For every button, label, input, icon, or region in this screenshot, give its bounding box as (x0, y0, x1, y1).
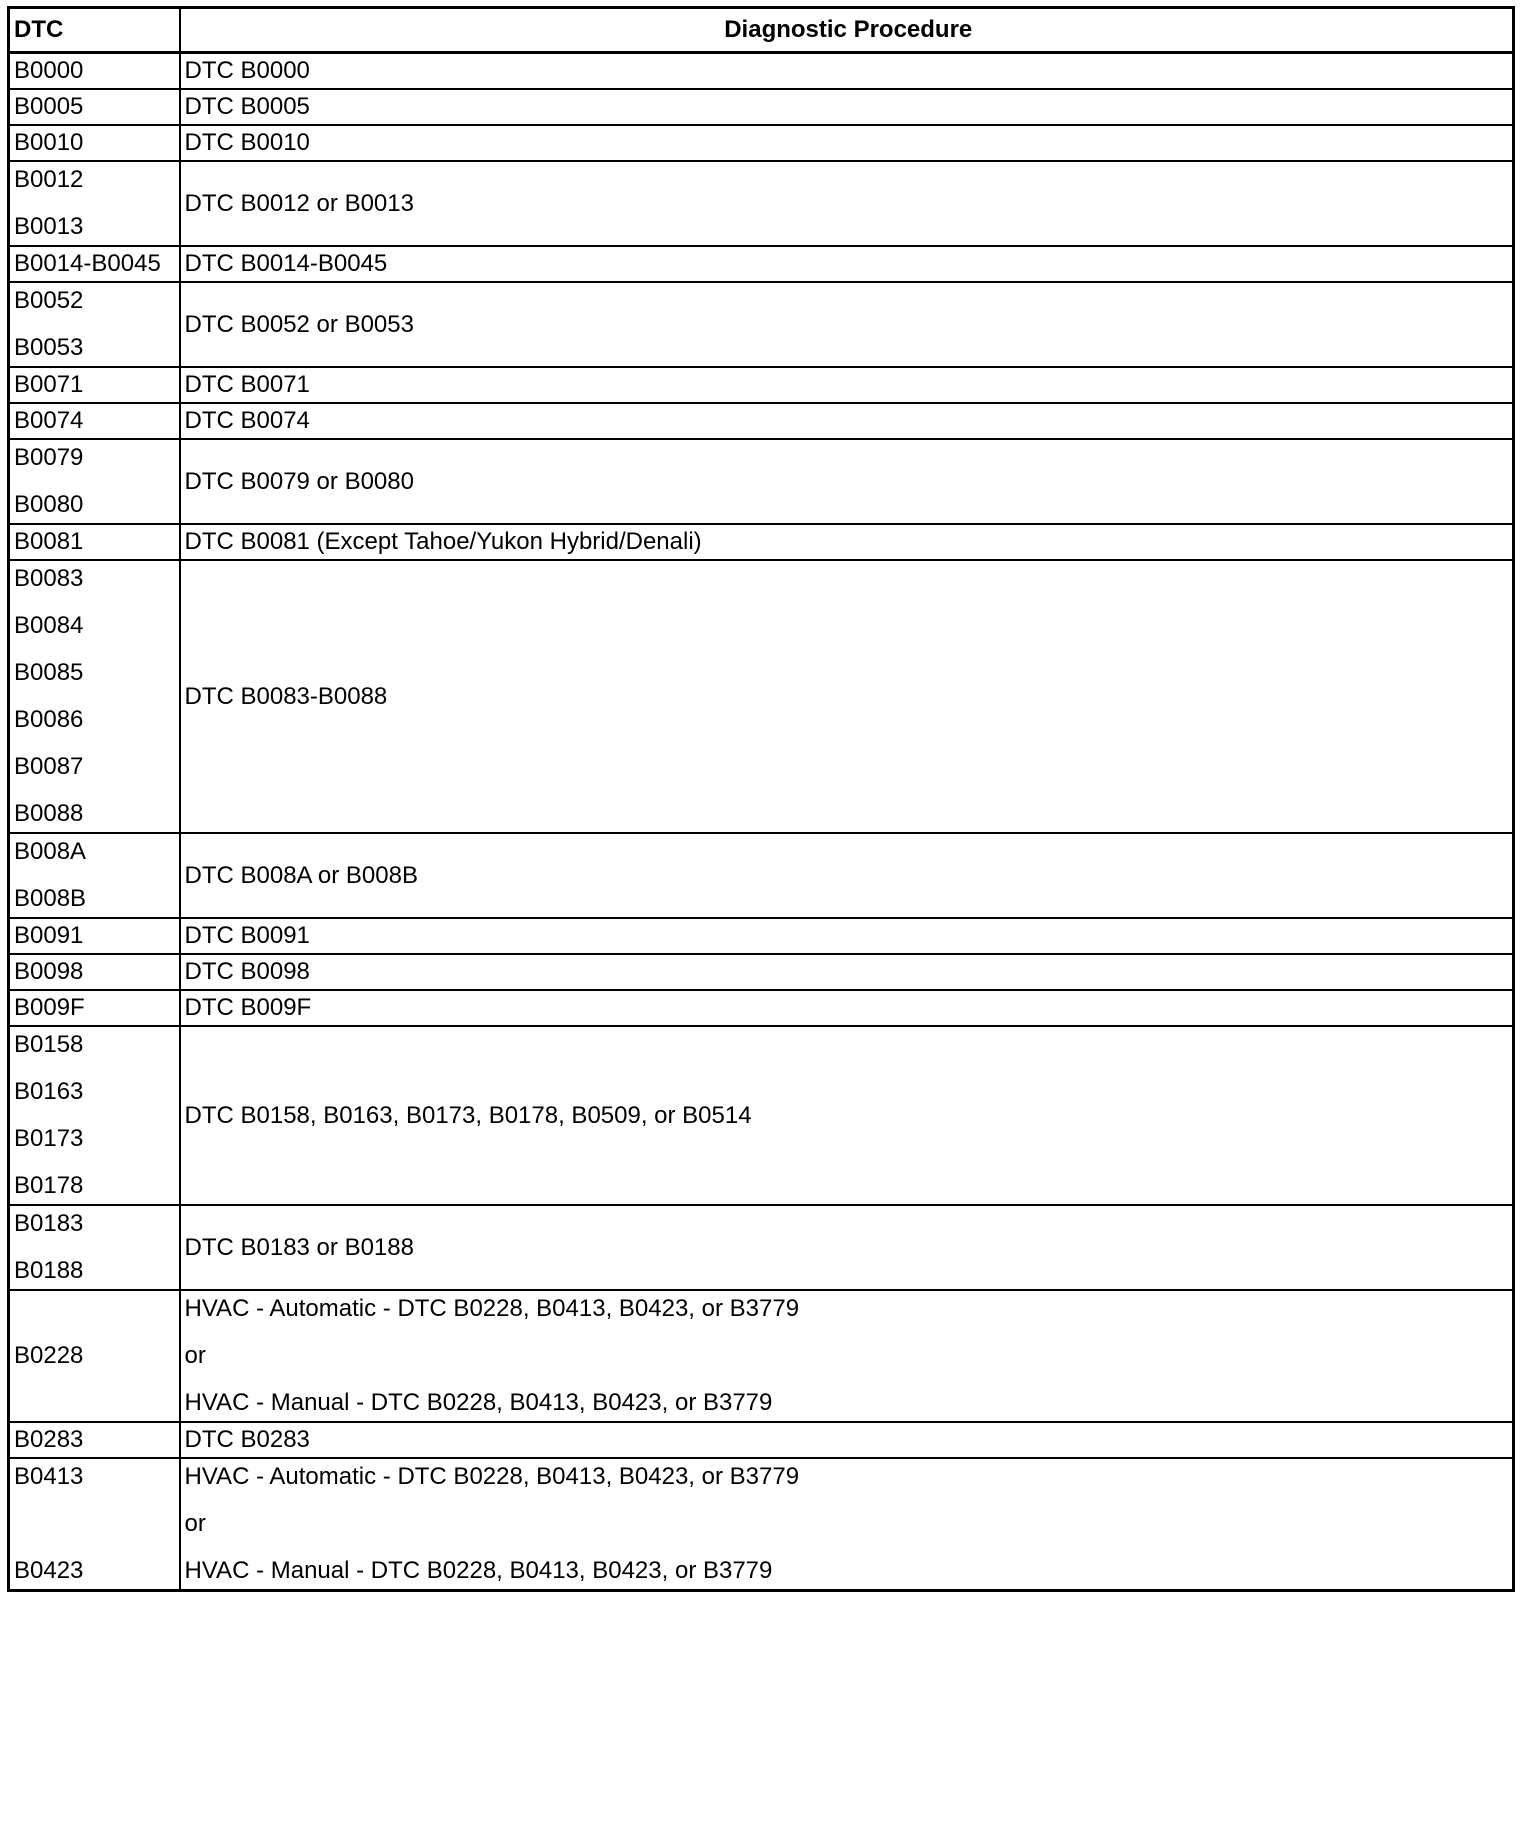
procedure-text: DTC B0012 or B0013 (184, 189, 414, 217)
dtc-code: B0014-B0045 (14, 250, 161, 277)
procedure-text: or (184, 1342, 206, 1369)
dtc-code: B0178 (14, 1172, 84, 1199)
dtc-code: B0053 (14, 334, 84, 361)
table-row (9, 161, 1514, 246)
dtc-code: B009F (14, 994, 85, 1021)
dtc-code: B0084 (14, 612, 84, 639)
procedure-text: DTC B0091 (184, 922, 310, 949)
procedure-cell (180, 161, 1514, 246)
procedure-cell (180, 833, 1514, 918)
dtc-code: B0098 (14, 958, 84, 985)
dtc-code-cell (9, 954, 180, 990)
procedure-cell (180, 918, 1514, 954)
dtc-code-cell (9, 439, 180, 524)
dtc-code-cell (9, 1290, 180, 1422)
procedure-text: DTC B0083-B0088 (184, 682, 388, 710)
dtc-code: B0086 (14, 706, 84, 733)
procedure-text: HVAC - Manual - DTC B0228, B0413, B0423, or B3779 (184, 1389, 773, 1416)
procedure-cell (180, 560, 1514, 833)
dtc-code: B0183 (14, 1210, 84, 1237)
procedure-text: DTC B0014-B0045 (184, 250, 388, 277)
procedure-text: DTC B0098 (184, 958, 310, 985)
dtc-code-cell (9, 53, 180, 90)
procedure-cell (180, 439, 1514, 524)
procedure-cell (180, 1026, 1514, 1205)
dtc-code: B0071 (14, 371, 84, 398)
table-row (9, 53, 1514, 90)
dtc-code-cell (9, 246, 180, 282)
dtc-diagnostic-table (7, 6, 1515, 1592)
dtc-code: B0088 (14, 800, 84, 827)
dtc-code: B0052 (14, 287, 84, 314)
procedure-text: DTC B0000 (184, 57, 310, 84)
procedure-text: or (184, 1510, 206, 1537)
procedure-text: HVAC - Automatic - DTC B0228, B0413, B0423, or B3779 (184, 1295, 800, 1322)
dtc-column-header: DTC (9, 8, 180, 53)
dtc-code: B0158 (14, 1031, 84, 1058)
procedure-column-header: Diagnostic Procedure (180, 8, 1514, 53)
procedure-cell (180, 53, 1514, 90)
dtc-code: B0423 (14, 1557, 84, 1584)
procedure-cell (180, 125, 1514, 161)
dtc-code-cell (9, 125, 180, 161)
procedure-text: DTC B009F (184, 994, 312, 1021)
table-row (9, 1422, 1514, 1458)
dtc-code-cell (9, 367, 180, 403)
dtc-code-cell (9, 89, 180, 125)
procedure-text: DTC B0074 (184, 407, 310, 434)
table-body (9, 53, 1514, 1591)
dtc-code: B0010 (14, 129, 84, 156)
table-row (9, 1290, 1514, 1422)
dtc-code: B008A (14, 838, 87, 865)
table-row (9, 282, 1514, 367)
dtc-code-cell (9, 1205, 180, 1290)
table-row (9, 918, 1514, 954)
procedure-cell (180, 1205, 1514, 1290)
table-row (9, 125, 1514, 161)
procedure-cell (180, 246, 1514, 282)
procedure-text: DTC B0005 (184, 93, 310, 120)
procedure-cell (180, 990, 1514, 1026)
table-header-row (9, 8, 1514, 53)
procedure-text: DTC B008A or B008B (184, 861, 418, 889)
table-row (9, 246, 1514, 282)
table-row (9, 1458, 1514, 1591)
procedure-text: DTC B0283 (184, 1426, 310, 1453)
dtc-code: B0005 (14, 93, 84, 120)
dtc-code-cell (9, 1422, 180, 1458)
table-row (9, 89, 1514, 125)
dtc-code: B0283 (14, 1426, 84, 1453)
dtc-code-cell (9, 282, 180, 367)
dtc-code: B0413 (14, 1463, 84, 1490)
dtc-code: B0228 (14, 1342, 84, 1369)
procedure-cell (180, 367, 1514, 403)
table-row (9, 990, 1514, 1026)
dtc-code-cell (9, 403, 180, 439)
procedure-text: HVAC - Manual - DTC B0228, B0413, B0423, or B3779 (184, 1557, 773, 1584)
procedure-cell (180, 403, 1514, 439)
procedure-text: DTC B0010 (184, 129, 310, 156)
dtc-code: B0087 (14, 753, 84, 780)
dtc-code-cell (9, 990, 180, 1026)
table-row (9, 403, 1514, 439)
procedure-text: DTC B0158, B0163, B0173, B0178, B0509, or B0514 (184, 1101, 752, 1129)
dtc-code: B0091 (14, 922, 84, 949)
dtc-code-cell (9, 1458, 180, 1591)
procedure-text: DTC B0081 (Except Tahoe/Yukon Hybrid/Denali) (184, 528, 702, 555)
dtc-code-cell (9, 524, 180, 560)
procedure-text: HVAC - Automatic - DTC B0228, B0413, B0423, or B3779 (184, 1463, 800, 1490)
dtc-code-cell (9, 918, 180, 954)
procedure-cell (180, 524, 1514, 560)
table-row (9, 439, 1514, 524)
dtc-code: B0163 (14, 1078, 84, 1105)
dtc-code-cell (9, 1026, 180, 1205)
procedure-cell (180, 1458, 1514, 1591)
table-row (9, 833, 1514, 918)
procedure-cell (180, 89, 1514, 125)
procedure-cell (180, 1290, 1514, 1422)
dtc-code: B0080 (14, 491, 84, 518)
dtc-code: B0083 (14, 565, 84, 592)
procedure-text: DTC B0071 (184, 371, 310, 398)
table-row (9, 560, 1514, 833)
procedure-cell (180, 282, 1514, 367)
table-row (9, 1026, 1514, 1205)
procedure-text: DTC B0183 or B0188 (184, 1233, 414, 1261)
dtc-code-cell (9, 560, 180, 833)
dtc-code: B0085 (14, 659, 84, 686)
table-row (9, 1205, 1514, 1290)
dtc-code-cell (9, 161, 180, 246)
table-row (9, 367, 1514, 403)
table-row (9, 524, 1514, 560)
dtc-code: B0188 (14, 1257, 84, 1284)
dtc-code: B0074 (14, 407, 84, 434)
dtc-code: B0173 (14, 1125, 84, 1152)
procedure-cell (180, 1422, 1514, 1458)
dtc-code: B008B (14, 885, 87, 912)
dtc-code: B0000 (14, 57, 84, 84)
dtc-code: B0012 (14, 166, 84, 193)
dtc-code: B0081 (14, 528, 84, 555)
dtc-code: B0079 (14, 444, 84, 471)
procedure-text: DTC B0079 or B0080 (184, 467, 414, 495)
table-row (9, 954, 1514, 990)
procedure-text: DTC B0052 or B0053 (184, 310, 414, 338)
dtc-code: B0013 (14, 213, 84, 240)
dtc-code-cell (9, 833, 180, 918)
procedure-cell (180, 954, 1514, 990)
